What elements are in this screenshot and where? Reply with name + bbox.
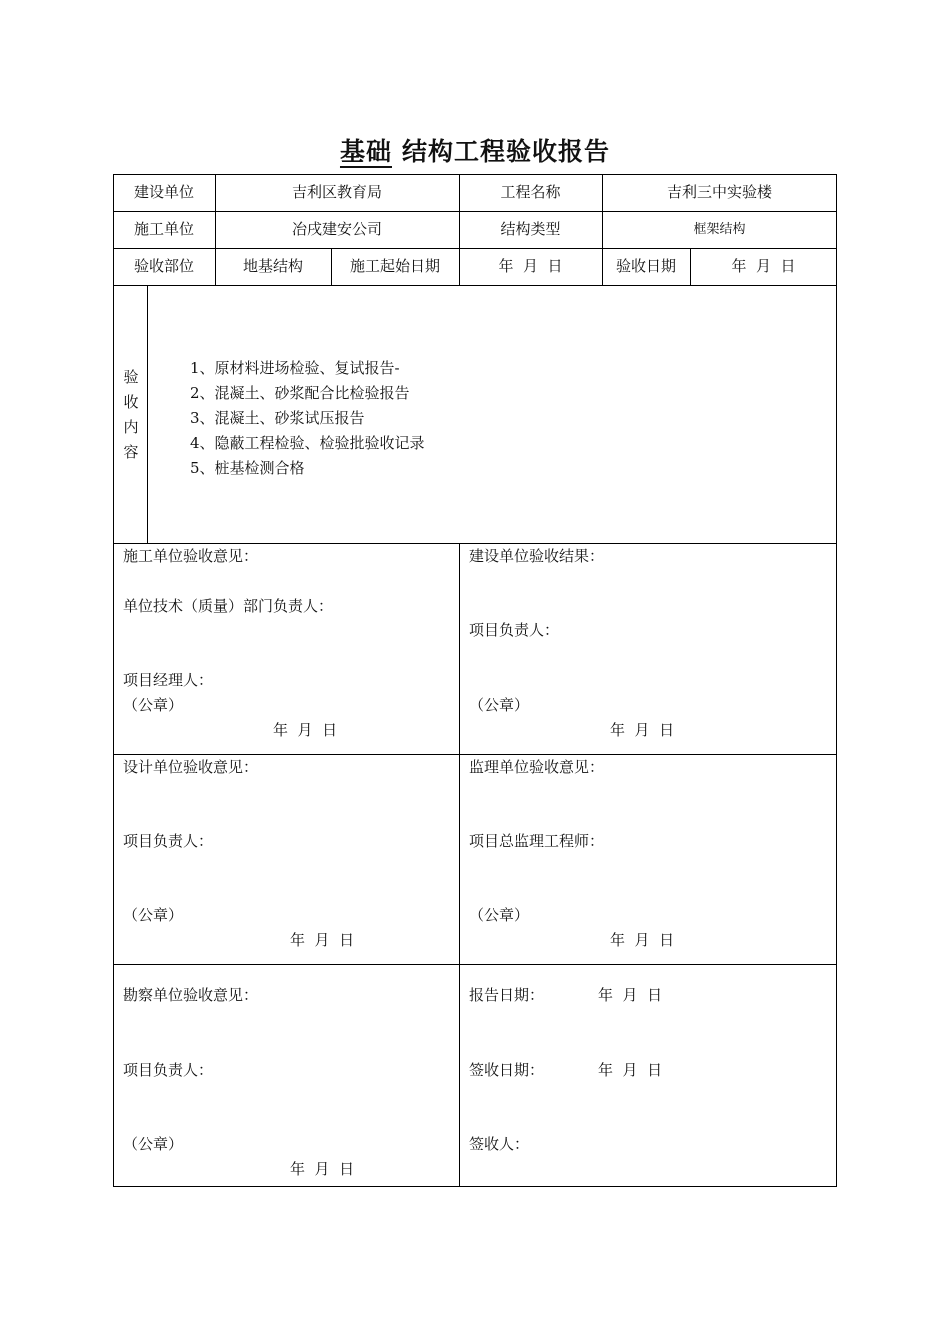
- col-divider: [147, 285, 148, 543]
- side-char: 收: [123, 393, 139, 411]
- label-structure-type: 结构类型: [500, 220, 561, 238]
- row-divider: [113, 754, 837, 755]
- side-char: 容: [123, 443, 139, 461]
- side-char: 验: [123, 368, 139, 386]
- value-contractor: 冶戌建安公司: [291, 220, 382, 238]
- content-side-label: [121, 365, 141, 465]
- list-item: 2、混凝土、砂浆配合比检验报告: [190, 384, 410, 402]
- survey-heading: 勘察单位验收意见：: [123, 986, 259, 1004]
- value-owner-unit: 吉利区教育局: [291, 183, 382, 201]
- value-project-name: 吉利三中实验楼: [666, 183, 772, 201]
- survey-seal: （公章）: [123, 1135, 184, 1153]
- label-owner-unit: 建设单位: [133, 183, 194, 201]
- design-heading: 设计单位验收意见：: [123, 758, 259, 776]
- row-divider: [113, 964, 837, 965]
- design-leader: 项目负责人：: [123, 832, 214, 850]
- sign-date-value: 年 月 日: [598, 1061, 663, 1079]
- row-divider: [113, 211, 837, 212]
- owner-leader: 项目负责人：: [469, 621, 560, 639]
- title-part1: 基础: [339, 137, 392, 166]
- report-date-label: 报告日期：: [469, 986, 545, 1004]
- list-item: 5、桩基检测合格: [190, 459, 305, 477]
- list-item: 3、混凝土、砂浆试压报告: [190, 409, 365, 427]
- supervision-chief: 项目总监理工程师：: [469, 832, 605, 850]
- value-acceptance-part: 地基结构: [242, 257, 303, 275]
- label-start-date: 施工起始日期: [349, 257, 440, 275]
- owner-heading: 建设单位验收结果：: [469, 547, 605, 565]
- design-seal: （公章）: [123, 906, 184, 924]
- supervision-date: 年 月 日: [610, 931, 675, 949]
- construction-heading: 施工单位验收意见：: [123, 547, 259, 565]
- report-date-value: 年 月 日: [598, 986, 663, 1004]
- signer-label: 签收人：: [469, 1135, 530, 1153]
- label-acceptance-part: 验收部位: [133, 257, 194, 275]
- owner-seal: （公章）: [469, 696, 530, 714]
- survey-date: 年 月 日: [290, 1160, 355, 1178]
- construction-seal: （公章）: [123, 696, 184, 714]
- row-divider: [113, 248, 837, 249]
- value-acceptance-date: 年 月 日: [731, 257, 796, 275]
- label-acceptance-date: 验收日期: [615, 257, 676, 275]
- construction-manager: 项目经理人：: [123, 671, 214, 689]
- row-divider: [113, 285, 837, 286]
- value-start-date: 年 月 日: [498, 257, 563, 275]
- sign-date-label: 签收日期：: [469, 1061, 545, 1079]
- value-structure-type: 框架结构: [693, 222, 746, 237]
- construction-tech-head: 单位技术（质量）部门负责人：: [123, 597, 334, 615]
- title-part2: 结构工程验收报告: [402, 137, 611, 166]
- supervision-heading: 监理单位验收意见：: [469, 758, 605, 776]
- label-project-name: 工程名称: [500, 183, 561, 201]
- survey-leader: 项目负责人：: [123, 1061, 214, 1079]
- row-divider: [113, 543, 837, 544]
- list-item: 1、原材料进场检验、复试报告-: [190, 359, 400, 377]
- page-title: [0, 132, 950, 168]
- supervision-seal: （公章）: [469, 906, 530, 924]
- construction-date: 年 月 日: [273, 721, 338, 739]
- report-table: [113, 174, 837, 1187]
- col-divider: [459, 543, 460, 1187]
- label-contractor: 施工单位: [133, 220, 194, 238]
- side-char: 内: [123, 418, 139, 436]
- list-item: 4、隐蔽工程检验、检验批验收记录: [190, 434, 425, 452]
- content-list: [190, 356, 425, 481]
- design-date: 年 月 日: [290, 931, 355, 949]
- owner-date: 年 月 日: [610, 721, 675, 739]
